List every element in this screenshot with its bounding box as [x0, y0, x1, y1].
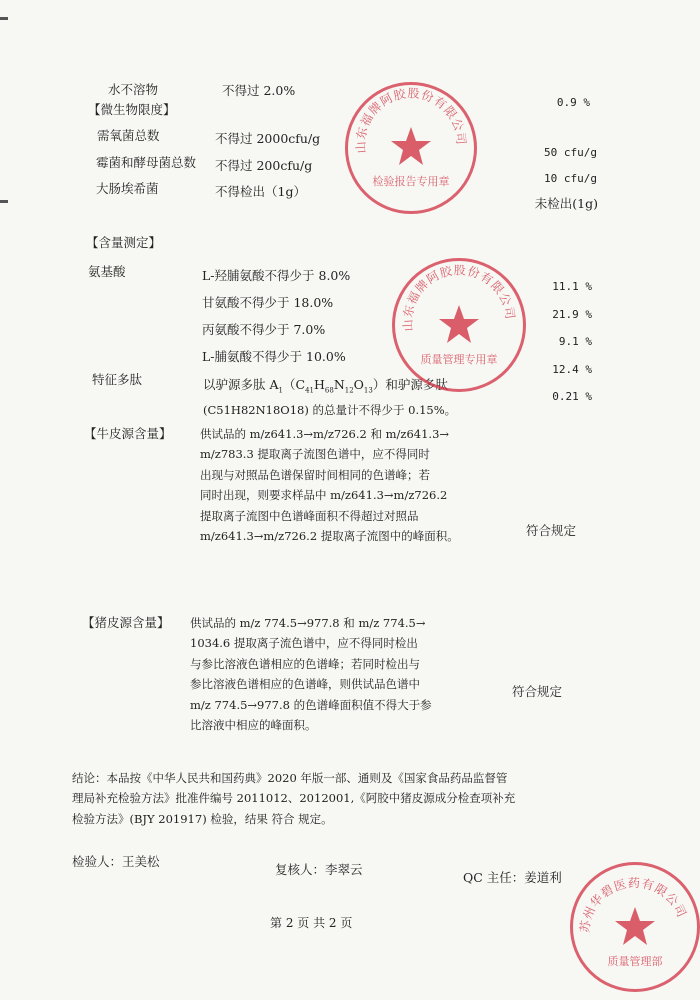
water-insoluble-label: 水不溶物: [108, 82, 159, 97]
micro-row-std: 不得检出（1g）: [215, 184, 306, 199]
micro-row-label: 需氧菌总数: [97, 128, 160, 143]
peptide-result: 0.21 %: [552, 390, 592, 403]
micro-row-result: 未检出(1g): [534, 196, 598, 211]
bovine-criteria: [200, 424, 459, 547]
peptide-line2: (C51H82N18O18) 的总量计不得少于 0.15%。: [203, 403, 457, 417]
porcine-line: 比溶液中相应的峰面积。: [190, 718, 317, 733]
micro-row-result: 10 cfu/g: [544, 172, 597, 185]
conclusion-line: 理局补充检验方法》批准件编号 2011012、2012001,《阿胶中猪皮源成分检查项补充: [72, 791, 516, 806]
svg-text:质量管理部: 质量管理部: [607, 955, 663, 968]
svg-text:检验报告专用章: 检验报告专用章: [372, 175, 450, 188]
porcine-heading: 【猪皮源含量】: [82, 615, 170, 630]
amino-result: 11.1 %: [552, 280, 592, 293]
porcine-line: 供试品的 m/z 774.5→977.8 和 m/z 774.5→: [190, 616, 426, 630]
bovine-line: m/z783.3 提取离子流图色谱中，应不得同时: [200, 447, 430, 462]
inspector-signature: 检验人：王美松: [72, 854, 160, 869]
content-heading: 【含量测定】: [86, 235, 162, 250]
inspection-report-seal: [345, 82, 477, 214]
porcine-line: 1034.6 提取离子流色谱中，应不得同时检出: [190, 636, 418, 651]
quality-management-seal: [392, 258, 526, 392]
svg-text:山东福牌阿胶股份有限公司: 山东福牌阿胶股份有限公司: [353, 86, 469, 154]
amino-std: 丙氨酸不得少于 7.0%: [202, 322, 326, 337]
bovine-line: m/z641.3→m/z726.2 提取离子流图中的峰面积。: [200, 529, 459, 544]
bovine-line: 供试品的 m/z641.3→m/z726.2 和 m/z641.3→: [200, 427, 450, 441]
amino-std: L-羟脯氨酸不得少于 8.0%: [202, 268, 351, 283]
amino-std: L-脯氨酸不得少于 10.0%: [202, 349, 346, 364]
water-insoluble-std: 不得过 2.0%: [222, 83, 296, 98]
bovine-line: 提取离子流图中色谱峰面积不得超过对照品: [200, 508, 419, 523]
bovine-line: 同时出现，则要求样品中 m/z641.3→m/z726.2: [200, 488, 448, 503]
porcine-criteria: [190, 613, 432, 736]
micro-row-std: 不得过 2000cfu/g: [215, 131, 321, 146]
suzhou-huabi-seal: [570, 862, 700, 992]
amino-std: 甘氨酸不得少于 18.0%: [202, 295, 334, 310]
conclusion-line: 结论：本品按《中华人民共和国药典》2020 年版一部、通则及《国家食品药品监督管: [72, 771, 508, 785]
porcine-line: 与参比溶液色谱相应的色谱峰；若同时检出与: [190, 656, 420, 671]
peptide-line1: 以驴源多肽 $A_1(C_{41}H_{68}N_{12}O_{13})$和驴源多肽: [203, 377, 448, 395]
punch-mark: [0, 17, 8, 20]
conclusion: [72, 768, 515, 829]
amino-acid-label: 氨基酸: [88, 264, 126, 279]
qc-signature: QC 主任：姜道利: [463, 870, 562, 885]
amino-result: 12.4 %: [552, 363, 592, 376]
micro-row-label: 霉菌和酵母菌总数: [96, 155, 197, 170]
porcine-line: m/z 774.5→977.8 的色谱峰面积值不得大于参: [190, 697, 432, 712]
porcine-result: 符合规定: [512, 684, 563, 699]
water-insoluble-result: 0.9 %: [556, 96, 590, 109]
micro-row-std: 不得过 200cfu/g: [215, 158, 313, 173]
bovine-result: 符合规定: [526, 523, 577, 538]
page-footer: 第 2 页 共 2 页: [270, 916, 353, 930]
micro-row-label: 大肠埃希菌: [96, 181, 159, 196]
peptide-label: 特征多肽: [92, 372, 143, 387]
micro-row-result: 50 cfu/g: [544, 146, 597, 159]
svg-text:苏州华碧医药有限公司: 苏州华碧医药有限公司: [577, 875, 690, 934]
bovine-line: 出现与对照品色谱保留时间相同的色谱峰；若: [200, 467, 430, 482]
micro-heading: 【微生物限度】: [88, 102, 176, 117]
svg-text:质量管理专用章: 质量管理专用章: [420, 353, 498, 366]
amino-result: 21.9 %: [552, 308, 592, 321]
porcine-line: 参比溶液色谱相应的色谱峰，则供试品色谱中: [190, 677, 420, 692]
conclusion-line: 检验方法》(BJY 201917) 检验，结果 符合 规定。: [72, 811, 333, 826]
reviewer-signature: 复核人：李翠云: [275, 862, 363, 877]
amino-result: 9.1 %: [558, 335, 592, 348]
svg-text:山东福牌阿胶股份有限公司: 山东福牌阿胶股份有限公司: [400, 263, 518, 332]
bovine-heading: 【牛皮源含量】: [84, 426, 172, 441]
punch-mark: [0, 200, 8, 203]
